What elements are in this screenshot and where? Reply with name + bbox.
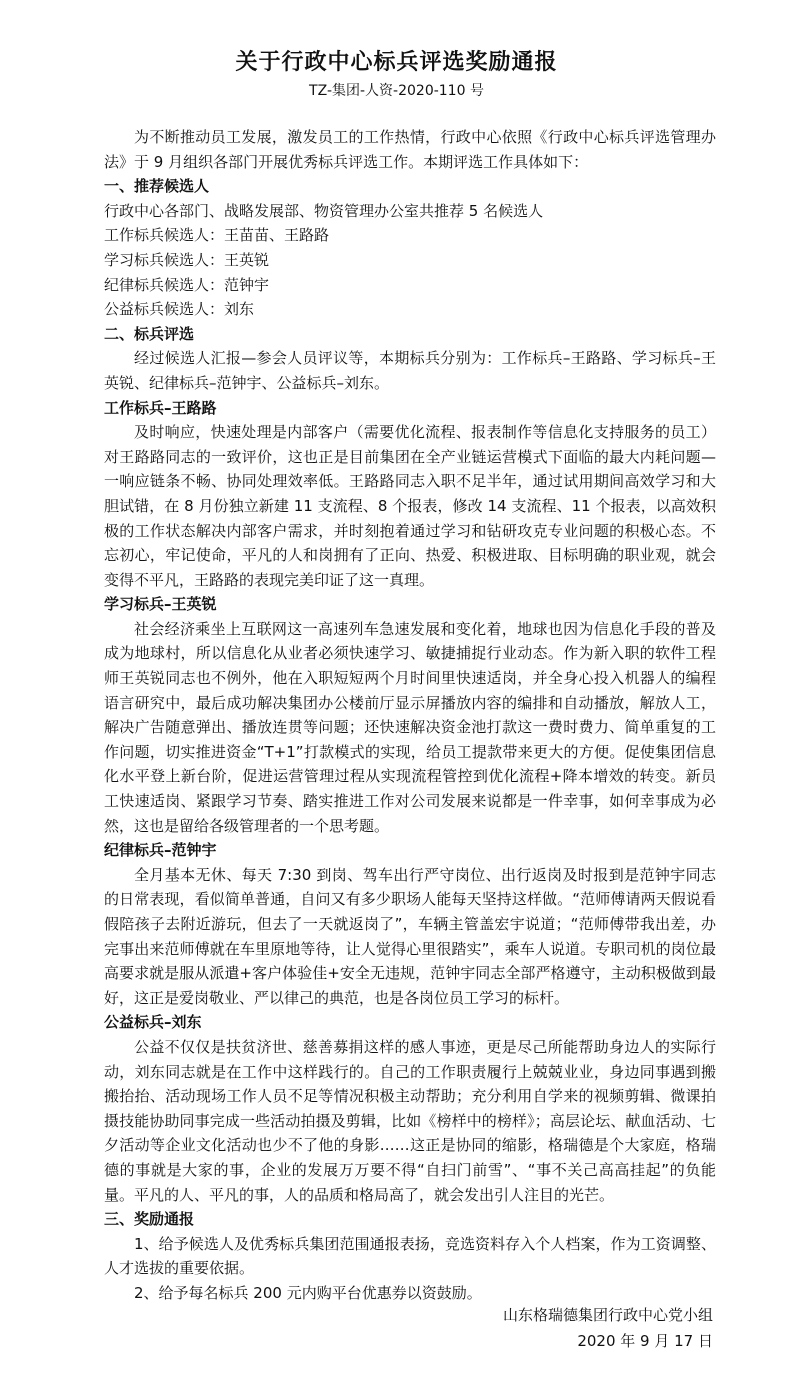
candidate-line: 纪律标兵候选人：范钟宇 — [104, 275, 270, 294]
paragraph-work: 及时响应，快速处理是内部客户（需要优化流程、报表制作等信息化支持服务的员工）对王路路同志的一致评价，这也正是目前集团在全产业链运营模式下面临的最大内耗问题—一响应链条不畅、协同处理效率低。王路路同志入职不足半年，通过试用期间高效学习和大胆试错，在 8 月份独立新建 11 支流程、8 个报表，修改 14 支流程、11 个报表，以高效积极的工作状态解决内部客户需求，并时刻抱着通过学习和钻研攻克专业问题的积极心态。不忘初心，牢记使命，平凡的人和岗拥有了正向、热爱、积极进取、目标明确的职业观，就会变得不平凡，王路路的表现完美印证了这一真理。 — [104, 423, 716, 589]
candidate-line: 学习标兵候选人：王英锐 — [104, 250, 270, 269]
candidate-line: 行政中心各部门、战略发展部、物资管理办公室共推荐 5 名候选人 — [104, 201, 544, 220]
signature-org: 山东格瑞德集团行政中心党小组 — [502, 1306, 713, 1324]
intro-paragraph: 为不断推动员工发展，激发员工的工作热情，行政中心依照《行政中心标兵评选管理办法》于 9 月组织各部门开展优秀标兵评选工作。本期评选工作具体如下： — [104, 128, 716, 171]
section-heading-selection: 二、标兵评选 — [104, 324, 195, 343]
paragraph-discipline: 全月基本无休、每天 7:30 到岗、驾车出行严守岗位、出行返岗及时报到是范钟宇同志的日常表现，看似简单普通，自问又有多少职场人能每天坚持这样做。“范师傅请两天假说看假陪孩子去附近游玩，但去了一天就返岗了”，车辆主管盖宏宇说道；“范师傅带我出差，办完事出来范师傅就在车里原地等待，让人觉得心里很踏实”，乘车人说道。专职司机的岗位最高要求就是服从派遣+客户体验佳+安全无违规，范钟宇同志全部严格遵守，主动积极做到最好，这正是爱岗敬业、严以律己的典范，也是各岗位员工学习的标杆。 — [104, 865, 716, 1007]
paragraph-study: 社会经济乘坐上互联网这一高速列车急速发展和变化着，地球也因为信息化手段的普及成为地球村，所以信息化从业者必须快速学习、敏捷捕捉行业动态。作为新入职的软件工程师王英锐同志也不例外，他在入职短短两个月时间里快速适岗，并全身心投入机器人的编程语言研究中，最后成功解决集团办公楼前厅显示屏播放内容的编排和自动播放，解放人工，解决广告随意弹出、播放连贯等问题；还快速解决资金池打款这一费时费力、简单重复的工作问题，切实推进资金“T+1”打款模式的实现，给员工提款带来更大的方便。促使集团信息化水平登上新台阶，促进运营管理过程从实现流程管控到优化流程+降本增效的转变。新员工快速适岗、紧跟学习节奏、踏实推进工作对公司发展来说都是一件幸事，如何幸事成为必然，这也是留给各级管理者的一个思考题。 — [104, 619, 716, 835]
paragraph-charity: 公益不仅仅是扶贫济世、慈善募捐这样的感人事迹，更是尽己所能帮助身边人的实际行动，刘东同志就是在工作中这样践行的。自己的工作职责履行上兢兢业业，身边同事遇到搬搬抬抬、活动现场工作人员不足等情况积极主动帮助；充分利用自学来的视频剪辑、微课拍摄技能协助同事完成一些活动拍摄及剪辑，比如《榜样中的榜样》；高层论坛、献血活动、七夕活动等企业文化活动也少不了他的身影……这正是协同的缩影，格瑞德是个大家庭，格瑞德的事就是大家的事，企业的发展万万要不得“自扫门前雪”、“事不关己高高挂起”的负能量。平凡的人、平凡的事，人的品质和格局高了，就会发出引人注目的光芒。 — [104, 1037, 716, 1204]
signature-date: 2020 年 9 月 17 日 — [577, 1332, 713, 1350]
subheading-charity: 公益标兵–刘东 — [104, 1013, 202, 1032]
selection-summary: 经过候选人汇报—参会人员评议等，本期标兵分别为：工作标兵–王路路、学习标兵–王英锐、纪律标兵–范钟宇、公益标兵–刘东。 — [104, 349, 716, 392]
document-body — [104, 125, 716, 1306]
signature-block — [503, 1302, 713, 1354]
candidate-line: 公益标兵候选人：刘东 — [104, 300, 255, 319]
subheading-discipline: 纪律标兵–范钟宇 — [104, 841, 217, 860]
reward-item: 2、给予每名标兵 200 元内购平台优惠券以资鼓励。 — [134, 1283, 482, 1302]
document-number: TZ-集团-人资-2020-110 号 — [309, 83, 484, 99]
candidate-line: 工作标兵候选人：王苗苗、王路路 — [104, 226, 330, 245]
subheading-study: 学习标兵–王英锐 — [104, 595, 217, 614]
section-heading-candidates: 一、推荐候选人 — [104, 177, 210, 196]
page-title: 关于行政中心标兵评选奖励通报 — [235, 50, 558, 75]
subheading-work: 工作标兵–王路路 — [104, 398, 217, 417]
reward-item: 1、给予候选人及优秀标兵集团范围通报表扬，竞选资料存入个人档案，作为工资调整、人才选拔的重要依据。 — [104, 1234, 716, 1278]
section-heading-rewards: 三、奖励通报 — [104, 1210, 195, 1229]
